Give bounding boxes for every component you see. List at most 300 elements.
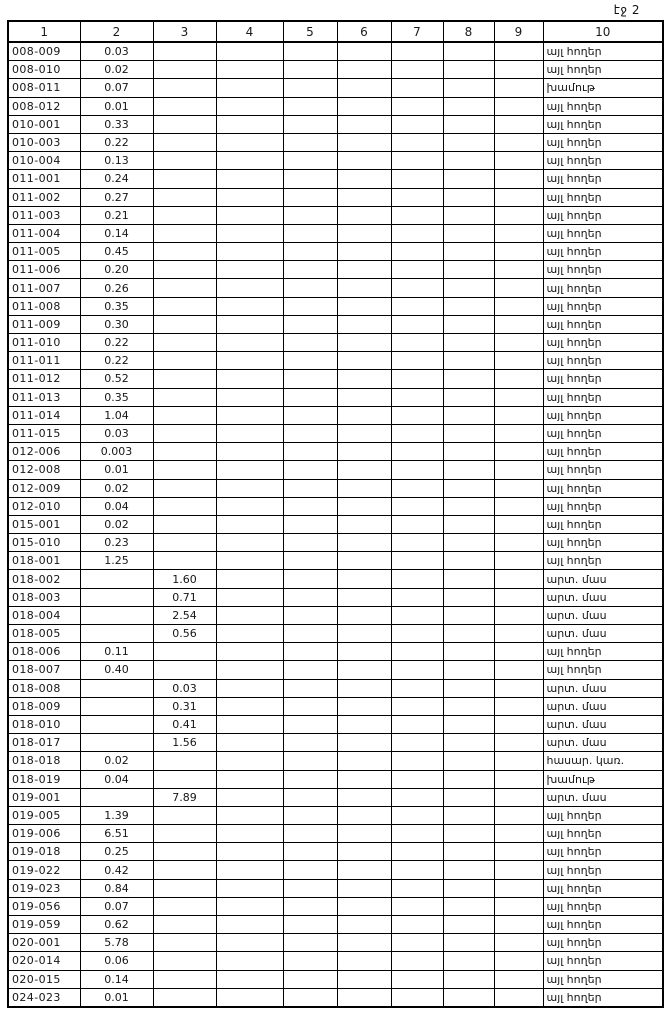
empty-cell (494, 843, 543, 861)
area-col2-cell: 0.84 (80, 879, 153, 897)
parcel-code-cell: 012-009 (8, 479, 80, 497)
empty-cell (337, 679, 391, 697)
empty-cell (391, 515, 443, 533)
empty-cell (443, 770, 494, 788)
empty-cell (494, 643, 543, 661)
table-row (8, 661, 663, 679)
empty-cell (337, 861, 391, 879)
empty-cell (216, 625, 283, 643)
empty-cell (216, 988, 283, 1007)
area-col2-cell (80, 625, 153, 643)
empty-cell (337, 643, 391, 661)
table-row (8, 206, 663, 224)
empty-cell (391, 443, 443, 461)
empty-cell (391, 334, 443, 352)
area-col2-cell: 0.07 (80, 79, 153, 97)
empty-cell (216, 297, 283, 315)
area-col3-cell (153, 443, 216, 461)
empty-cell (443, 970, 494, 988)
empty-cell (283, 770, 337, 788)
land-type-cell: այլ հողեր (543, 279, 663, 297)
empty-cell (494, 879, 543, 897)
land-type-cell: այլ հողեր (543, 315, 663, 333)
empty-cell (283, 461, 337, 479)
area-col3-cell (153, 861, 216, 879)
table-row (8, 297, 663, 315)
empty-cell (337, 916, 391, 934)
empty-cell (337, 315, 391, 333)
land-type-cell: այլ հողեր (543, 61, 663, 79)
area-col3-cell (153, 552, 216, 570)
empty-cell (443, 170, 494, 188)
empty-cell (337, 497, 391, 515)
empty-cell (443, 588, 494, 606)
table-row (8, 388, 663, 406)
area-col3-cell (153, 406, 216, 424)
land-type-cell: այլ հողեր (543, 988, 663, 1007)
empty-cell (443, 115, 494, 133)
empty-cell (337, 243, 391, 261)
area-col2-cell (80, 606, 153, 624)
area-col2-cell: 0.26 (80, 279, 153, 297)
empty-cell (443, 497, 494, 515)
header-row (8, 21, 663, 42)
empty-cell (283, 606, 337, 624)
land-type-cell: արտ. մաս (543, 715, 663, 733)
empty-cell (283, 243, 337, 261)
empty-cell (337, 188, 391, 206)
empty-cell (216, 806, 283, 824)
land-type-cell: այլ հողեր (543, 479, 663, 497)
empty-cell (494, 952, 543, 970)
land-type-cell: խամութ (543, 770, 663, 788)
empty-cell (494, 661, 543, 679)
empty-cell (337, 606, 391, 624)
area-col3-cell: 0.03 (153, 679, 216, 697)
empty-cell (337, 770, 391, 788)
empty-cell (337, 152, 391, 170)
empty-cell (216, 788, 283, 806)
empty-cell (494, 224, 543, 242)
empty-cell (443, 606, 494, 624)
land-type-cell: այլ հողեր (543, 243, 663, 261)
area-col3-cell (153, 534, 216, 552)
parcel-code-cell: 011-013 (8, 388, 80, 406)
empty-cell (216, 42, 283, 61)
empty-cell (443, 424, 494, 442)
empty-cell (283, 479, 337, 497)
area-col2-cell: 0.23 (80, 534, 153, 552)
empty-cell (337, 806, 391, 824)
empty-cell (443, 388, 494, 406)
land-type-cell: այլ հողեր (543, 115, 663, 133)
area-col3-cell (153, 661, 216, 679)
empty-cell (443, 715, 494, 733)
land-type-cell: այլ հողեր (543, 825, 663, 843)
empty-cell (337, 879, 391, 897)
empty-cell (391, 133, 443, 151)
column-header-4: 4 (216, 21, 283, 42)
table-row (8, 825, 663, 843)
empty-cell (283, 388, 337, 406)
empty-cell (337, 897, 391, 915)
area-col3-cell (153, 424, 216, 442)
area-col3-cell (153, 770, 216, 788)
area-col3-cell: 0.31 (153, 697, 216, 715)
empty-cell (337, 479, 391, 497)
empty-cell (443, 879, 494, 897)
empty-cell (443, 443, 494, 461)
parcel-code-cell: 008-011 (8, 79, 80, 97)
empty-cell (443, 334, 494, 352)
empty-cell (443, 61, 494, 79)
empty-cell (391, 988, 443, 1007)
area-col2-cell: 0.22 (80, 352, 153, 370)
empty-cell (391, 152, 443, 170)
area-col3-cell (153, 261, 216, 279)
land-type-cell: այլ հողեր (543, 952, 663, 970)
empty-cell (494, 861, 543, 879)
empty-cell (443, 279, 494, 297)
empty-cell (283, 261, 337, 279)
empty-cell (337, 388, 391, 406)
parcel-code-cell: 008-009 (8, 42, 80, 61)
land-type-cell: այլ հողեր (543, 334, 663, 352)
land-type-cell: այլ հողեր (543, 133, 663, 151)
parcel-code-cell: 018-003 (8, 588, 80, 606)
table-row (8, 606, 663, 624)
empty-cell (494, 42, 543, 61)
empty-cell (216, 606, 283, 624)
parcel-code-cell: 019-005 (8, 806, 80, 824)
area-col3-cell (153, 388, 216, 406)
empty-cell (283, 679, 337, 697)
empty-cell (216, 370, 283, 388)
area-col3-cell: 0.41 (153, 715, 216, 733)
empty-cell (337, 97, 391, 115)
column-header-9: 9 (494, 21, 543, 42)
table-row (8, 42, 663, 61)
empty-cell (283, 697, 337, 715)
area-col3-cell (153, 279, 216, 297)
area-col3-cell (153, 497, 216, 515)
empty-cell (494, 388, 543, 406)
area-col2-cell (80, 679, 153, 697)
table-row (8, 97, 663, 115)
empty-cell (283, 752, 337, 770)
area-col2-cell: 0.03 (80, 424, 153, 442)
area-col3-cell (153, 952, 216, 970)
parcel-code-cell: 011-011 (8, 352, 80, 370)
empty-cell (216, 315, 283, 333)
parcel-code-cell: 019-059 (8, 916, 80, 934)
empty-cell (391, 843, 443, 861)
area-col3-cell (153, 370, 216, 388)
empty-cell (283, 897, 337, 915)
area-col2-cell: 0.42 (80, 861, 153, 879)
empty-cell (337, 552, 391, 570)
area-col2-cell: 0.01 (80, 97, 153, 115)
empty-cell (337, 170, 391, 188)
area-col3-cell (153, 115, 216, 133)
table-row (8, 934, 663, 952)
empty-cell (494, 261, 543, 279)
empty-cell (443, 752, 494, 770)
empty-cell (283, 825, 337, 843)
empty-cell (494, 133, 543, 151)
empty-cell (337, 570, 391, 588)
parcel-code-cell: 019-006 (8, 825, 80, 843)
parcel-code-cell: 018-018 (8, 752, 80, 770)
empty-cell (443, 570, 494, 588)
table-row (8, 625, 663, 643)
table-row (8, 352, 663, 370)
empty-cell (283, 443, 337, 461)
area-col2-cell: 0.24 (80, 170, 153, 188)
empty-cell (216, 843, 283, 861)
area-col3-cell (153, 515, 216, 533)
parcel-code-cell: 010-004 (8, 152, 80, 170)
area-col3-cell: 0.56 (153, 625, 216, 643)
area-col3-cell (153, 297, 216, 315)
area-col2-cell (80, 734, 153, 752)
area-col3-cell: 0.71 (153, 588, 216, 606)
table-row (8, 897, 663, 915)
area-col3-cell (153, 988, 216, 1007)
empty-cell (337, 461, 391, 479)
empty-cell (391, 897, 443, 915)
area-col2-cell: 0.03 (80, 42, 153, 61)
empty-cell (216, 352, 283, 370)
empty-cell (283, 916, 337, 934)
empty-cell (391, 297, 443, 315)
empty-cell (283, 715, 337, 733)
empty-cell (443, 825, 494, 843)
empty-cell (283, 534, 337, 552)
empty-cell (337, 424, 391, 442)
land-type-cell: այլ հողեր (543, 970, 663, 988)
empty-cell (494, 752, 543, 770)
parcel-code-cell: 011-009 (8, 315, 80, 333)
area-col3-cell: 7.89 (153, 788, 216, 806)
empty-cell (337, 843, 391, 861)
empty-cell (216, 588, 283, 606)
table-row (8, 279, 663, 297)
empty-cell (283, 79, 337, 97)
land-type-cell: այլ հողեր (543, 916, 663, 934)
empty-cell (391, 115, 443, 133)
table-row (8, 133, 663, 151)
parcel-code-cell: 011-003 (8, 206, 80, 224)
parcel-code-cell: 010-001 (8, 115, 80, 133)
empty-cell (391, 806, 443, 824)
empty-cell (494, 497, 543, 515)
parcel-code-cell: 018-019 (8, 770, 80, 788)
table-row (8, 188, 663, 206)
area-col2-cell: 0.52 (80, 370, 153, 388)
empty-cell (391, 224, 443, 242)
empty-cell (337, 42, 391, 61)
empty-cell (283, 625, 337, 643)
empty-cell (337, 970, 391, 988)
empty-cell (337, 206, 391, 224)
empty-cell (494, 970, 543, 988)
table-row (8, 770, 663, 788)
area-col3-cell (153, 334, 216, 352)
land-type-cell: այլ հողեր (543, 843, 663, 861)
table-row (8, 970, 663, 988)
empty-cell (391, 788, 443, 806)
empty-cell (494, 697, 543, 715)
column-header-5: 5 (283, 21, 337, 42)
empty-cell (216, 515, 283, 533)
parcel-code-cell: 018-004 (8, 606, 80, 624)
empty-cell (443, 806, 494, 824)
empty-cell (391, 570, 443, 588)
parcel-code-cell: 012-008 (8, 461, 80, 479)
column-header-10: 10 (543, 21, 663, 42)
empty-cell (337, 825, 391, 843)
parcel-code-cell: 019-056 (8, 897, 80, 915)
column-header-7: 7 (391, 21, 443, 42)
empty-cell (216, 552, 283, 570)
area-col2-cell: 0.06 (80, 952, 153, 970)
empty-cell (391, 734, 443, 752)
parcel-code-cell: 015-010 (8, 534, 80, 552)
empty-cell (216, 861, 283, 879)
land-type-cell: այլ հողեր (543, 261, 663, 279)
area-col3-cell: 2.54 (153, 606, 216, 624)
empty-cell (216, 170, 283, 188)
area-col3-cell (153, 170, 216, 188)
area-col2-cell: 5.78 (80, 934, 153, 952)
area-col2-cell (80, 788, 153, 806)
area-col2-cell: 0.11 (80, 643, 153, 661)
parcel-code-cell: 020-014 (8, 952, 80, 970)
empty-cell (494, 679, 543, 697)
empty-cell (443, 297, 494, 315)
parcel-code-cell: 011-010 (8, 334, 80, 352)
empty-cell (283, 970, 337, 988)
empty-cell (443, 370, 494, 388)
empty-cell (391, 188, 443, 206)
empty-cell (337, 661, 391, 679)
empty-cell (337, 261, 391, 279)
empty-cell (494, 934, 543, 952)
empty-cell (337, 224, 391, 242)
parcel-code-cell: 018-008 (8, 679, 80, 697)
empty-cell (391, 752, 443, 770)
land-type-cell: այլ հողեր (543, 497, 663, 515)
empty-cell (443, 679, 494, 697)
empty-cell (391, 315, 443, 333)
area-col2-cell: 0.02 (80, 515, 153, 533)
empty-cell (443, 661, 494, 679)
empty-cell (283, 643, 337, 661)
empty-cell (216, 188, 283, 206)
land-type-cell: այլ հողեր (543, 934, 663, 952)
empty-cell (283, 588, 337, 606)
area-col2-cell: 0.40 (80, 661, 153, 679)
parcel-code-cell: 018-001 (8, 552, 80, 570)
area-col3-cell (153, 42, 216, 61)
empty-cell (283, 42, 337, 61)
empty-cell (391, 770, 443, 788)
area-col2-cell: 0.13 (80, 152, 153, 170)
area-col2-cell (80, 697, 153, 715)
empty-cell (283, 424, 337, 442)
empty-cell (216, 770, 283, 788)
empty-cell (494, 715, 543, 733)
empty-cell (216, 133, 283, 151)
empty-cell (494, 806, 543, 824)
parcel-code-cell: 018-009 (8, 697, 80, 715)
empty-cell (216, 279, 283, 297)
empty-cell (494, 788, 543, 806)
empty-cell (494, 206, 543, 224)
empty-cell (494, 315, 543, 333)
table-row (8, 552, 663, 570)
empty-cell (337, 534, 391, 552)
empty-cell (391, 715, 443, 733)
parcel-code-cell: 012-010 (8, 497, 80, 515)
empty-cell (337, 279, 391, 297)
table-row (8, 170, 663, 188)
empty-cell (337, 788, 391, 806)
empty-cell (494, 115, 543, 133)
empty-cell (494, 352, 543, 370)
table-row (8, 952, 663, 970)
parcel-code-cell: 018-002 (8, 570, 80, 588)
empty-cell (216, 152, 283, 170)
empty-cell (494, 825, 543, 843)
area-col2-cell (80, 570, 153, 588)
parcel-code-cell: 012-006 (8, 443, 80, 461)
empty-cell (337, 334, 391, 352)
empty-cell (216, 734, 283, 752)
empty-cell (494, 297, 543, 315)
area-col2-cell: 0.04 (80, 770, 153, 788)
empty-cell (443, 133, 494, 151)
land-type-cell: արտ. մաս (543, 588, 663, 606)
parcel-code-cell: 024-023 (8, 988, 80, 1007)
area-col2-cell: 1.04 (80, 406, 153, 424)
empty-cell (283, 515, 337, 533)
empty-cell (391, 643, 443, 661)
area-col2-cell: 0.21 (80, 206, 153, 224)
area-col3-cell (153, 188, 216, 206)
parcel-code-cell: 019-022 (8, 861, 80, 879)
land-type-cell: խամութ (543, 79, 663, 97)
empty-cell (443, 697, 494, 715)
parcel-code-cell: 018-005 (8, 625, 80, 643)
column-header-8: 8 (443, 21, 494, 42)
area-col2-cell: 6.51 (80, 825, 153, 843)
empty-cell (283, 843, 337, 861)
area-col2-cell: 0.25 (80, 843, 153, 861)
land-type-cell: արտ. մաս (543, 697, 663, 715)
area-col2-cell: 0.14 (80, 970, 153, 988)
area-col3-cell (153, 806, 216, 824)
empty-cell (443, 224, 494, 242)
empty-cell (443, 843, 494, 861)
empty-cell (216, 825, 283, 843)
parcel-code-cell: 020-015 (8, 970, 80, 988)
land-type-cell: այլ հողեր (543, 206, 663, 224)
empty-cell (391, 406, 443, 424)
table-row (8, 406, 663, 424)
empty-cell (494, 988, 543, 1007)
